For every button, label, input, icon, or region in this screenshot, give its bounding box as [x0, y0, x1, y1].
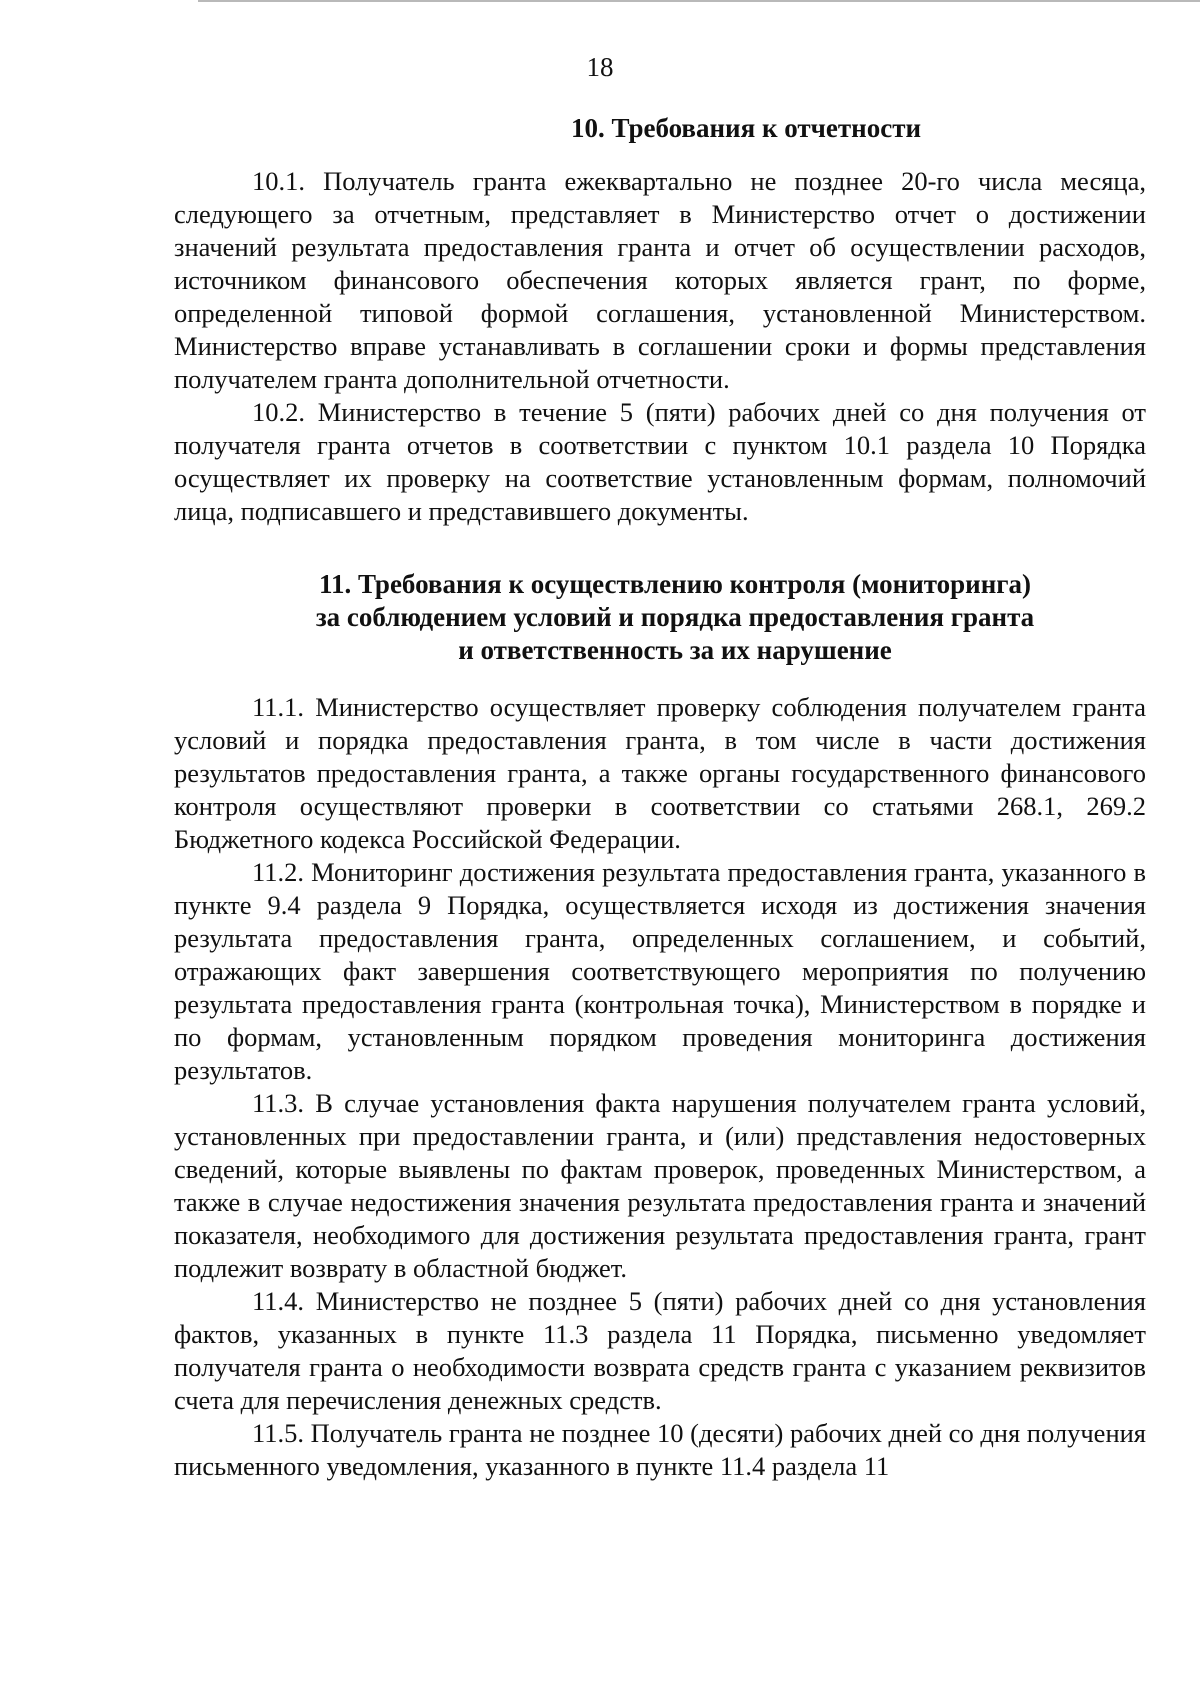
section-11-title-line-3: и ответственность за их нарушение	[458, 635, 892, 665]
paragraph-10-1: 10.1. Получатель гранта ежеквартально не позднее 20-го числа месяца, следующего за отчетным, представляет в Министерство отчет о достижении значений результата предоставления гранта и отчет об осуществлении расходов, источником финансового обеспечения которых является грант, по форме, определенной типовой формой соглашения, установленной Министерством. Министерство вправе устанавливать в соглашении сроки и формы представления получателем гранта дополнительной отчетности.	[174, 166, 1146, 394]
page-number: 18	[586, 52, 614, 82]
document-body	[174, 112, 1146, 1483]
section-11-title-line-1: 11. Требования к осуществлению контроля (мониторинга)	[318, 569, 1032, 599]
paragraph-11-4: 11.4. Министерство не позднее 5 (пяти) рабочих дней со дня установления фактов, указанных в пункте 11.3 раздела 11 Порядка, письменно уведомляет получателя гранта о необходимости возврата средств гранта с указанием реквизитов счета для перечисления денежных средств.	[174, 1286, 1146, 1415]
section-10-title: 10. Требования к отчетности	[570, 113, 922, 143]
paragraph-11-1: 11.1. Министерство осуществляет проверку соблюдения получателем гранта условий и порядка предоставления гранта, в том числе в части достижения результатов предоставления гранта, а также органы государственного финансового контроля осуществляют проверки в соответствии со статьями 268.1, 269.2 Бюджетного кодекса Российской Федерации.	[174, 692, 1146, 854]
section-11-title-line-2: за соблюдением условий и порядка предоставления гранта	[315, 602, 1035, 632]
section-11-title	[174, 568, 1146, 667]
top-border-line	[198, 0, 1200, 2]
paragraph-11-3: 11.3. В случае установления факта нарушения получателем гранта условий, установленных при предоставлении гранта, и (или) представления недостоверных сведений, которые выявлены по фактам проверок, проведенных Министерством, а также в случае недостижения значения результата предоставления гранта и значений показателя, необходимого для достижения результата предоставления гранта, грант подлежит возврату в областной бюджет.	[174, 1088, 1146, 1283]
paragraph-10-2: 10.2. Министерство в течение 5 (пяти) рабочих дней со дня получения от получателя гранта отчетов в соответствии с пунктом 10.1 раздела 10 Порядка осуществляет их проверку на соответствие установленным формам, полномочий лица, подписавшего и представившего документы.	[174, 397, 1146, 526]
paragraph-11-2: 11.2. Мониторинг достижения результата предоставления гранта, указанного в пункте 9.4 раздела 9 Порядка, осуществляется исходя из достижения значения результата предоставления гранта, определенных соглашением, и событий, отражающих факт завершения соответствующего мероприятия по получению результата предоставления гранта (контрольная точка), Министерством в порядке и по формам, установленным порядком проведения мониторинга достижения результатов.	[174, 857, 1146, 1085]
paragraph-11-5: 11.5. Получатель гранта не позднее 10 (десяти) рабочих дней со дня получения письменного уведомления, указанного в пункте 11.4 раздела 11	[174, 1418, 1146, 1481]
